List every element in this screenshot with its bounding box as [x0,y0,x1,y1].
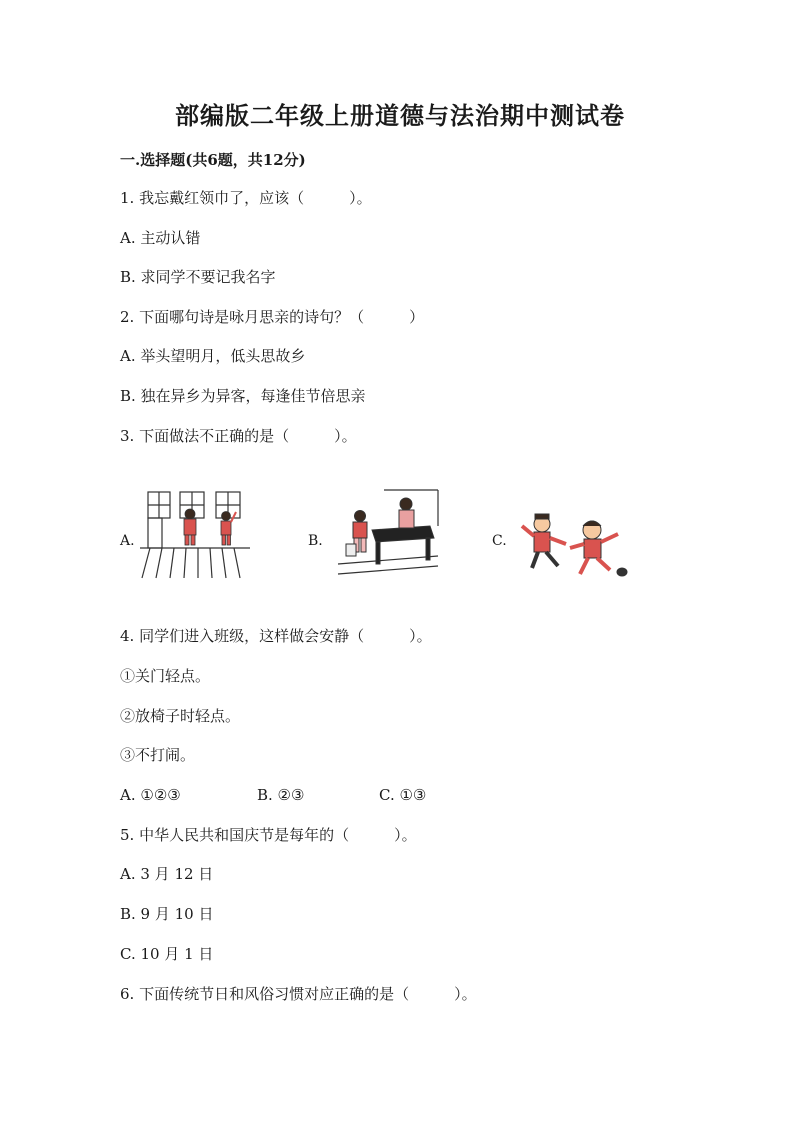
q5-option-b: B. 9 月 10 日 [120,905,214,923]
q4-option-b: B. ②③ [257,786,305,804]
q3-illustration-b [334,486,442,582]
q4-item-1: ①关门轻点。 [120,667,211,685]
question-5: 5. 中华人民共和国庆节是每年的（ ）。 [120,826,417,844]
q1-option-b: B. 求同学不要记我名字 [120,268,276,286]
question-6: 6. 下面传统节日和风俗习惯对应正确的是（ ）。 [120,985,477,1003]
question-2: 2. 下面哪句诗是咏月思亲的诗句？（ ） [120,308,425,326]
q3-illustration-a [140,488,250,580]
q2-option-b: B. 独在异乡为异客，每逢佳节倍思亲 [120,387,366,405]
q1-option-a: A. 主动认错 [120,229,201,247]
question-4: 4. 同学们进入班级，这样做会安静（ ）。 [120,627,432,645]
q3-label-c: C. [492,533,507,549]
q5-option-a: A. 3 月 12 日 [120,865,214,883]
section-heading: 一.选择题(共6题，共12分) [120,151,306,169]
q5-option-c: C. 10 月 1 日 [120,945,214,963]
q3-illustration-c [518,508,630,582]
q3-label-b: B. [308,533,323,549]
q4-item-2: ②放椅子时轻点。 [120,707,241,725]
q2-option-a: A. 举头望明月，低头思故乡 [120,347,306,365]
q4-item-3: ③不打闹。 [120,746,196,764]
question-3: 3. 下面做法不正确的是（ ）。 [120,427,357,445]
page-title: 部编版二年级上册道德与法治期中测试卷 [175,101,625,130]
q3-label-a: A. [120,533,135,549]
q4-option-c: C. ①③ [379,786,427,804]
q4-option-a: A. ①②③ [120,786,181,804]
question-1: 1. 我忘戴红领巾了，应该（ ）。 [120,189,372,207]
